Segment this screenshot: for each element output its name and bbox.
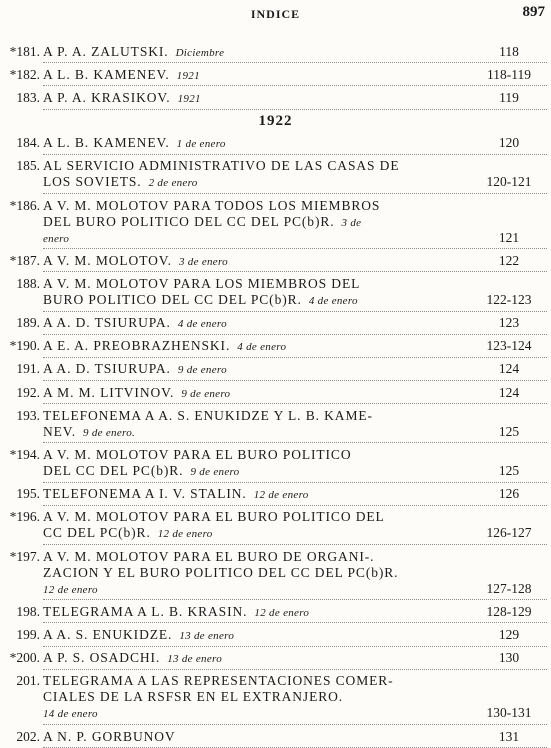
- entry-title-line: [43, 338, 473, 355]
- page-header: [0, 4, 551, 24]
- entry-date: 12 de enero: [254, 606, 310, 619]
- entry-date: 2 de enero: [148, 177, 198, 190]
- entry-title: DEL BURO POLITICO DEL CC DEL PC(b)R.: [43, 213, 335, 229]
- entry-title: TELEFONEMA A A. S. ENUKIDZE Y L. B. KAME-: [43, 407, 373, 423]
- index-entry: [0, 670, 551, 725]
- entry-date: 4 de enero: [177, 318, 227, 331]
- index-entry: [0, 443, 551, 482]
- index-entry: [0, 249, 551, 272]
- entry-title-line: [43, 408, 473, 424]
- entry-number: 189.: [16, 315, 40, 331]
- entry-title-line: [43, 315, 473, 332]
- running-title: INDICE: [250, 7, 301, 21]
- entry-number: 185.: [16, 158, 40, 174]
- entry-title-line: [43, 650, 473, 667]
- entry-page: 123-124: [486, 338, 532, 354]
- index-list: [0, 40, 551, 748]
- entry-number: *182.: [9, 66, 40, 82]
- entry-title: CC DEL PC(b)R.: [43, 525, 151, 541]
- entry-title-line: [43, 705, 473, 722]
- entry-title-line: [43, 135, 473, 152]
- entry-title: A P. A. KRASIKOV.: [43, 89, 171, 105]
- index-entry: [0, 272, 551, 311]
- index-entry: [0, 194, 551, 249]
- entry-number: *194.: [9, 447, 40, 463]
- entry-date: 13 de enero: [167, 653, 223, 666]
- entry-title-line: [43, 581, 473, 598]
- index-entry: [0, 358, 551, 381]
- entry-title: DEL CC DEL PC(b)R.: [43, 463, 184, 479]
- entry-page: 118: [499, 43, 519, 59]
- entry-title-line: [43, 67, 473, 84]
- entry-title-line: [43, 90, 473, 107]
- entry-number: *181.: [9, 43, 40, 59]
- entry-title: A V. M. MOLOTOV.: [43, 252, 172, 268]
- entry-title-line: [43, 627, 473, 644]
- entry-title: A V. M. MOLOTOV PARA LOS MIEMBROS DEL: [43, 275, 361, 291]
- entry-number: *200.: [9, 650, 40, 666]
- entry-page: 119: [499, 89, 519, 105]
- entry-number: *196.: [9, 509, 40, 525]
- entry-page: 130: [498, 650, 520, 666]
- entry-date: 12 de enero: [43, 583, 98, 596]
- entry-title: NEV.: [43, 423, 76, 439]
- entry-date: 13 de enero: [179, 629, 235, 642]
- entry-number: *190.: [9, 338, 40, 354]
- entry-title: A V. M. MOLOTOV PARA EL BURO DE ORGANI-.: [43, 548, 375, 564]
- index-entry: [0, 312, 551, 335]
- entry-number: 188.: [16, 275, 40, 291]
- entry-number: 184.: [16, 135, 40, 151]
- entry-date: Diciembre: [175, 46, 225, 59]
- entry-number: 201.: [16, 673, 40, 689]
- entry-number: 193.: [16, 407, 40, 423]
- entry-date: 1921: [176, 69, 200, 82]
- entry-number: 192.: [16, 384, 40, 400]
- entry-number: 198.: [16, 603, 40, 619]
- entry-page: 125: [498, 463, 520, 479]
- entry-date: 9 de enero: [177, 364, 227, 377]
- index-entry: [0, 506, 551, 545]
- entry-title: LOS SOVIETS.: [43, 174, 142, 190]
- entry-title: A V. M. MOLOTOV PARA EL BURO POLITICO DEL: [43, 509, 385, 525]
- entry-page: 124: [498, 361, 520, 377]
- entry-title: TELEFONEMA A I. V. STALIN.: [43, 486, 247, 502]
- index-entry: [0, 623, 551, 646]
- entry-page: 128-129: [486, 603, 532, 619]
- entry-page: 120-121: [486, 174, 532, 190]
- entry-number: 183.: [16, 89, 40, 105]
- index-entry: [0, 483, 551, 506]
- entry-date: 4 de enero: [237, 341, 287, 354]
- entry-date: 9 de enero: [190, 466, 240, 479]
- index-entry: [0, 155, 551, 194]
- entry-date: 3 de enero: [178, 255, 228, 268]
- entry-title-line: [43, 214, 473, 231]
- entry-date: 1921: [177, 92, 201, 105]
- index-entry: [0, 600, 551, 623]
- entry-title: AL SERVICIO ADMINISTRATIVO DE LAS CASAS DE: [43, 158, 400, 174]
- entry-page: 125: [498, 423, 520, 439]
- index-entry: [0, 647, 551, 670]
- entry-title-line: [43, 463, 473, 480]
- entry-title: A L. B. KAMENEV.: [43, 66, 170, 82]
- entry-title: TELEGRAMA A LAS REPRESENTACIONES COMER-: [43, 673, 394, 689]
- entry-number: *197.: [9, 548, 40, 564]
- entry-title: A V. M. MOLOTOV PARA EL BURO POLITICO: [43, 447, 352, 463]
- entry-number: *186.: [9, 197, 40, 213]
- entry-title: A A. D. TSIURUPA.: [43, 315, 171, 331]
- entry-number: 195.: [16, 486, 40, 502]
- entry-title-line: [43, 158, 473, 174]
- entry-date: enero: [43, 232, 70, 245]
- entry-title-line: [43, 729, 473, 745]
- entry-date: 1 de enero: [176, 138, 226, 151]
- entry-title-line: [43, 486, 473, 503]
- entry-title: A A. S. ENUKIDZE.: [43, 626, 173, 642]
- entry-title: A N. P. GORBUNOV: [43, 728, 176, 744]
- entry-page: 120: [498, 135, 520, 151]
- entry-title: A L. B. KAMENEV.: [43, 135, 170, 151]
- page-number: 897: [522, 4, 545, 20]
- entry-page: 130-131: [486, 705, 532, 721]
- entry-title-line: [43, 385, 473, 402]
- index-entry: [0, 335, 551, 358]
- entry-page: 122-123: [486, 291, 532, 307]
- year-heading: [0, 110, 551, 132]
- entry-title: A M. M. LITVINOV.: [43, 384, 175, 400]
- index-entry: [0, 725, 551, 748]
- entry-page: 131: [498, 728, 520, 744]
- entry-page: 123: [498, 315, 520, 331]
- entry-title-line: [43, 689, 473, 705]
- index-entry: [0, 63, 551, 86]
- index-entry: [0, 40, 551, 63]
- entry-title-line: [43, 230, 473, 247]
- entry-page: 126: [498, 486, 520, 502]
- entry-title-line: [43, 509, 473, 525]
- entry-page: 118-119: [487, 66, 531, 82]
- entry-title-line: [43, 525, 473, 542]
- entry-title-line: [43, 549, 473, 565]
- entry-title-line: [43, 361, 473, 378]
- entry-date: 9 de enero: [181, 387, 231, 400]
- entry-title: TELEGRAMA A L. B. KRASIN.: [43, 603, 248, 619]
- entry-page: 126-127: [486, 525, 532, 541]
- entry-date: 9 de enero.: [82, 426, 136, 439]
- entry-title-line: [43, 44, 473, 61]
- entry-title-line: [43, 292, 473, 309]
- entry-title-line: [43, 673, 473, 689]
- entry-title-line: [43, 276, 473, 292]
- entry-title: BURO POLITICO DEL CC DEL PC(b)R.: [43, 291, 302, 307]
- index-entry: [0, 86, 551, 109]
- entry-date: 4 de enero: [308, 294, 358, 307]
- entry-title: A V. M. MOLOTOV PARA TODOS LOS MIEMBROS: [43, 197, 381, 213]
- index-entry: [0, 404, 551, 443]
- entry-number: 202.: [16, 728, 40, 744]
- entry-title-line: [43, 198, 473, 214]
- entry-title-line: [43, 424, 473, 441]
- entry-title: A E. A. PREOBRAZHENSKI.: [43, 338, 231, 354]
- entry-title: A P. S. OSADCHI.: [43, 650, 161, 666]
- entry-title: A A. D. TSIURUPA.: [43, 361, 171, 377]
- entry-title-line: [43, 174, 473, 191]
- entry-page: 124: [498, 384, 520, 400]
- entry-number: 191.: [16, 361, 40, 377]
- entry-title: ZACION Y EL BURO POLITICO DEL CC DEL PC(b)R.: [43, 564, 399, 580]
- index-entry: [0, 545, 551, 600]
- entry-date: 14 de enero: [43, 708, 98, 721]
- entry-number: 199.: [16, 626, 40, 642]
- entry-date: 12 de enero: [157, 528, 213, 541]
- entry-title-line: [43, 565, 473, 581]
- index-entry: [0, 381, 551, 404]
- entry-title-line: [43, 447, 473, 463]
- entry-date: 3 de: [341, 216, 362, 229]
- entry-title-line: [43, 253, 473, 270]
- entry-number: *187.: [9, 252, 40, 268]
- entry-page: 121: [498, 229, 520, 245]
- entry-title: CIALES DE LA RSFSR EN EL EXTRANJERO.: [43, 689, 344, 705]
- entry-page: 122: [498, 252, 520, 268]
- entry-page: 129: [498, 626, 520, 642]
- year-heading-text: 1922: [258, 112, 293, 129]
- index-entry: [0, 132, 551, 155]
- entry-title: A P. A. ZALUTSKI.: [43, 43, 169, 59]
- entry-title-line: [43, 604, 473, 621]
- entry-date: 12 de enero: [253, 489, 309, 502]
- entry-page: 127-128: [486, 580, 532, 596]
